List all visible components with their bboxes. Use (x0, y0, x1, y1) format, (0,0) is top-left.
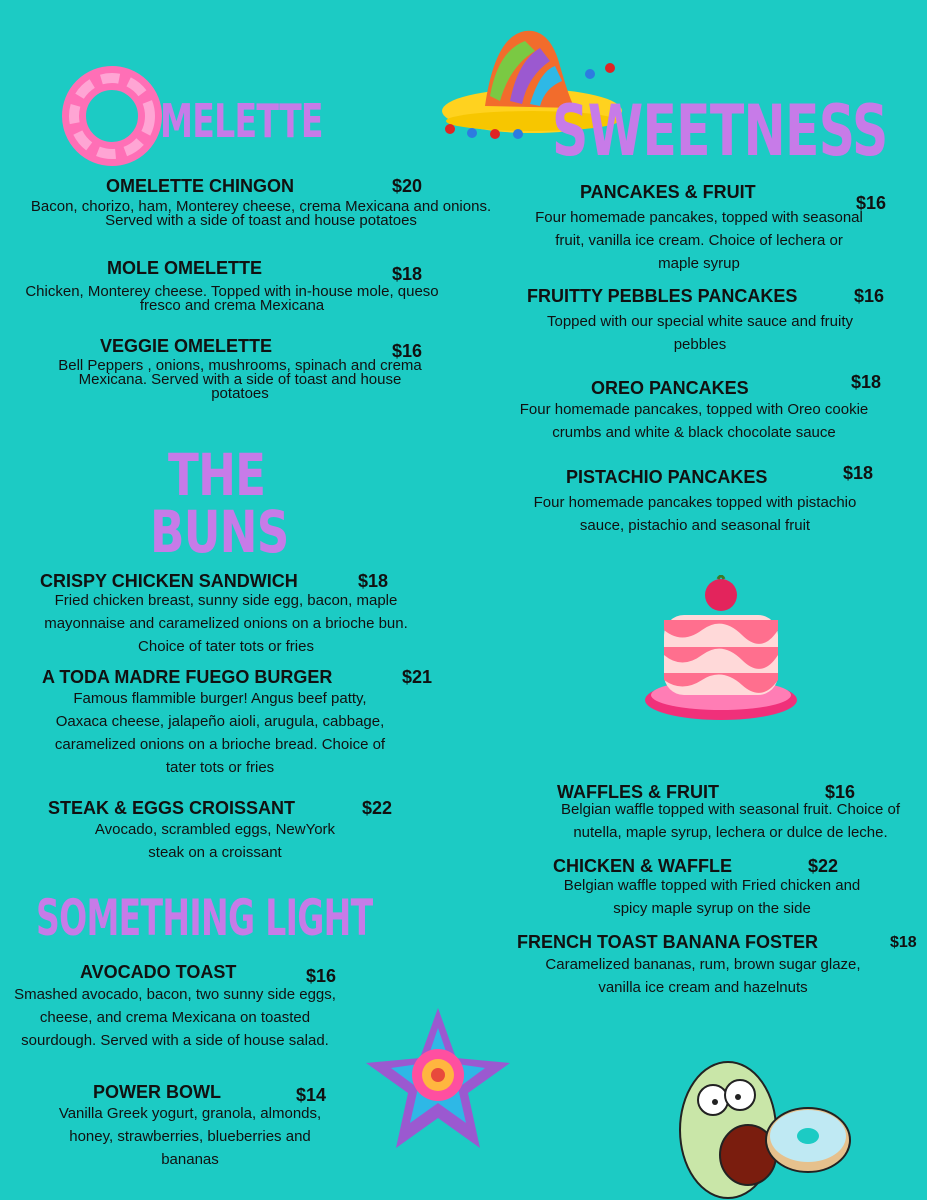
menu-item-name: WAFFLES & FRUIT (557, 782, 719, 802)
buns-title-line2: BUNS (150, 498, 289, 566)
menu-item-price: $18 (890, 934, 917, 951)
something-light-title: SOMETHING LIGHT (36, 889, 373, 947)
omelette-title: MELETTE (160, 94, 323, 148)
cartoon-donut-icon (678, 1060, 853, 1200)
menu-item-name: PISTACHIO PANCAKES (566, 467, 768, 487)
menu-item-desc: Four homemade pancakes, topped with Oreo cookie crumbs and white & black chocolate sauce (519, 401, 869, 441)
menu-item-price: $16 (856, 193, 887, 213)
menu-item-name: CHICKEN & WAFFLE (553, 856, 732, 876)
menu-item-price: $14 (296, 1085, 327, 1105)
menu-item-price: $21 (402, 667, 433, 687)
menu-item-desc: Avocado, scrambled eggs, NewYork steak on a croissant (94, 821, 336, 861)
menu-item-desc: Smashed avocado, bacon, two sunny side eggs, cheese, and crema Mexicana on toasted sourdough. Served with a side of house salad. (14, 986, 336, 1049)
menu-item-price: $18 (358, 571, 389, 591)
menu-item-price: $18 (843, 463, 874, 483)
menu-item-name: FRENCH TOAST BANANA FOSTER (517, 932, 818, 952)
menu-item-name: STEAK & EGGS CROISSANT (48, 798, 296, 818)
menu-item-name: PANCAKES & FRUIT (580, 182, 756, 202)
menu-item-price: $22 (362, 798, 393, 818)
menu-item-desc: Topped with our special white sauce and fruity pebbles (546, 313, 853, 353)
menu-item-desc: Belgian waffle topped with seasonal fruit. Choice of nutella, maple syrup, lechera or dulce de leche. (560, 801, 901, 841)
buns-title-line1: THE (168, 441, 266, 509)
menu-item-desc: Famous flammible burger! Angus beef patty, Oaxaca cheese, jalapeño aioli, arugula, cabbage, caramelized onions on a brioche bread. Choice of tater tots or fries (54, 690, 386, 776)
menu-item-price: $16 (825, 782, 856, 802)
menu-item-name: OMELETTE CHINGON (106, 176, 294, 196)
pink-donut-icon (62, 66, 162, 166)
menu-item-name: VEGGIE OMELETTE (100, 336, 273, 356)
menu-item-desc: Bacon, chorizo, ham, Monterey cheese, crema Mexicana and onions. Served with a side of toast and house potatoes (30, 198, 492, 229)
menu-item-price: $22 (808, 856, 839, 876)
menu-item-desc: Bell Peppers , onions, mushrooms, spinach and crema Mexicana. Served with a side of toast and house potatoes (58, 357, 422, 402)
menu-item-name: OREO PANCAKES (591, 378, 749, 398)
pancake-stack-icon (642, 575, 800, 725)
sweetness-title: SWEETNESS (552, 90, 888, 172)
menu-item-desc: Four homemade pancakes topped with pistachio sauce, pistachio and seasonal fruit (533, 494, 857, 534)
menu-item-desc: Caramelized bananas, rum, brown sugar glaze, vanilla ice cream and hazelnuts (545, 956, 861, 996)
menu-item-price: $16 (392, 341, 423, 361)
menu-item-name: AVOCADO TOAST (80, 962, 237, 982)
menu-item-desc: Fried chicken breast, sunny side egg, bacon, maple mayonnaise and caramelized onions on a brioche bun. Choice of tater tots or fries (44, 592, 408, 655)
menu-item-price: $18 (851, 372, 882, 392)
menu-item-name: FRUITTY PEBBLES PANCAKES (527, 286, 798, 306)
menu-item-name: CRISPY CHICKEN SANDWICH (40, 571, 298, 591)
pinata-icon (360, 1003, 516, 1153)
menu-item-price: $16 (306, 966, 337, 986)
menu-item-price: $16 (854, 286, 885, 306)
menu-item-price: $18 (392, 264, 423, 284)
menu-item-desc: Four homemade pancakes, topped with seasonal fruit, vanilla ice cream. Choice of lechera or maple syrup (535, 209, 863, 272)
menu-item-desc: Chicken, Monterey cheese. Topped with in-house mole, queso fresco and crema Mexicana (25, 283, 439, 314)
menu-item-name: A TODA MADRE FUEGO BURGER (42, 667, 333, 687)
menu-item-price: $20 (392, 176, 423, 196)
menu-item-name: MOLE OMELETTE (107, 258, 262, 278)
menu-item-desc: Vanilla Greek yogurt, granola, almonds, honey, strawberries, blueberries and bananas (58, 1105, 322, 1168)
menu-item-name: POWER BOWL (93, 1082, 221, 1102)
menu-item-desc: Belgian waffle topped with Fried chicken and spicy maple syrup on the side (563, 877, 861, 917)
